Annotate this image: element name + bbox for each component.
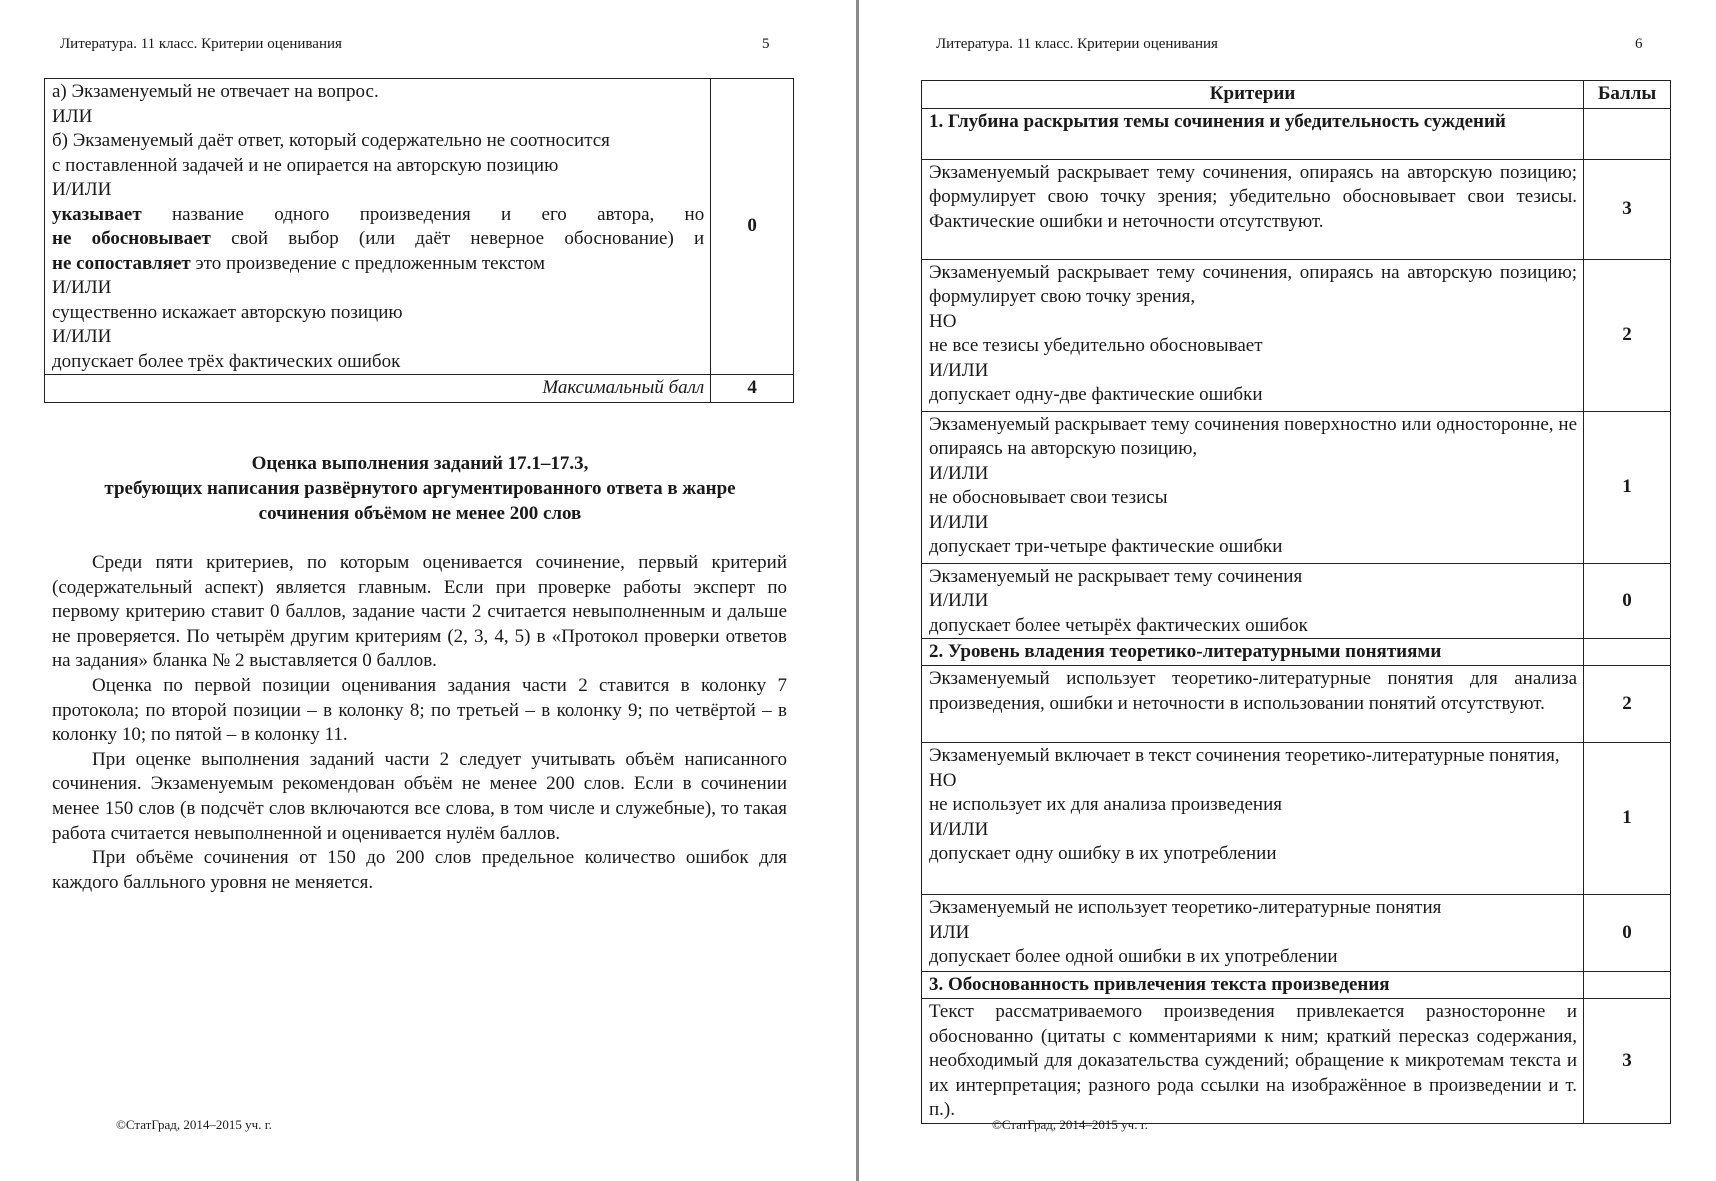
criteria-line: допускает более четырёх фактических ошибок [929, 614, 1308, 636]
criteria-line: Экзаменуемый раскрывает тему сочинения, опираясь на авторскую позицию; формулирует свою точку зрения; убедительно обосновывает свои тезисы. Фактические ошибки и неточности отсутствуют. [929, 161, 1578, 232]
bold-term: не сопоставляет [52, 252, 191, 274]
criteria-line-mixed [52, 203, 704, 228]
criteria-line: И/ИЛИ [929, 359, 989, 381]
criteria-line: Экзаменуемый включает в текст сочинения теоретико-литературные понятия, [929, 745, 1560, 766]
criteria-line: НО [929, 310, 957, 332]
score-cell: 3 [1584, 999, 1671, 1124]
section-heading [44, 451, 796, 526]
section-title-row [922, 972, 1671, 999]
criteria-line: допускает одну-две фактические ошибки [929, 384, 1263, 405]
criteria-line: не использует их для анализа произведения [929, 794, 1283, 815]
column-header-points: Баллы [1584, 81, 1671, 109]
criteria-cell [922, 259, 1584, 411]
criteria-line: Экзаменуемый не раскрывает тему сочинения [929, 565, 1303, 587]
section-title: 3. Обоснованность привлечения текста произведения [922, 972, 1584, 999]
criteria-line: не обосновывает свои тезисы [929, 487, 1168, 508]
criteria-table [921, 80, 1671, 1124]
section-title-points-empty [1584, 108, 1671, 159]
section-title-points-empty [1584, 639, 1671, 666]
column-header-criteria: Критерии [922, 81, 1584, 109]
heading-line: сочинения объёмом не менее 200 слов [258, 503, 582, 524]
table-row [922, 563, 1671, 639]
criteria-cell [922, 743, 1584, 895]
criteria-line: Экзаменуемый использует теоретико-литературные понятия для анализа произведения, ошибки и неточности в использовании понятий отсутствуют. [929, 668, 1578, 714]
criteria-text: это произведение с предложенным текстом [190, 252, 545, 274]
heading-line: требующих написания развёрнутого аргументированного ответа в жанре [104, 478, 736, 499]
score-cell: 1 [1584, 411, 1671, 563]
page-header: Литература. 11 класс. Критерии оценивания [936, 36, 1218, 52]
heading-line: Оценка выполнения заданий 17.1–17.3, [251, 453, 589, 474]
bold-term: не обосновывает [52, 228, 211, 249]
table-row [922, 411, 1671, 563]
section-title: 1. Глубина раскрытия темы сочинения и убедительность суждений [922, 108, 1584, 159]
criteria-line: НО [929, 769, 957, 791]
criteria-line: б) Экзаменуемый даёт ответ, который содержательно не соотносится [52, 130, 610, 151]
max-score-value: 4 [711, 375, 794, 403]
criteria-line: Текст рассматриваемого произведения привлекается разносторонне и обоснованно (цитаты с комментариями к ним; краткий пересказ содержания, необходимый для доказательства суждений; обращение к микротемам текста и их интерпретация; разного рода ссылки на изображённое в произведении и т. п.). [929, 1001, 1578, 1120]
left-page [0, 0, 856, 1181]
criteria-line: Экзаменуемый раскрывает тему сочинения, опираясь на авторскую позицию; формулирует свою точку зрения, [929, 261, 1578, 307]
criteria-line: И/ИЛИ [929, 511, 989, 533]
criteria-line: допускает более трёх фактических ошибок [52, 350, 401, 372]
criteria-line: И/ИЛИ [52, 179, 112, 200]
criteria-cell [922, 895, 1584, 972]
table-row [922, 895, 1671, 972]
score-cell: 1 [1584, 743, 1671, 895]
right-page [860, 0, 1716, 1181]
criteria-cell [922, 411, 1584, 563]
paragraph: При оценке выполнения заданий части 2 следует учитывать объём написанного сочинения. Экзаменуемым рекомендован объём не менее 200 слов. Если в сочинении менее 150 слов (в подсчёт слов включаются все слова, в том числе и служебные), то такая работа считается невыполненной и оценивается нулём баллов. [52, 748, 787, 844]
table-row [922, 743, 1671, 895]
page-header: Литература. 11 класс. Критерии оценивания [60, 36, 342, 52]
score-cell: 3 [1584, 159, 1671, 259]
max-score-label: Максимальный балл [45, 375, 711, 403]
criteria-cell [922, 999, 1584, 1124]
table-row [922, 159, 1671, 259]
criteria-line: с поставленной задачей и не опирается на авторскую позицию [52, 154, 559, 176]
criteria-line: Экзаменуемый раскрывает тему сочинения поверхностно или одностороннe, не опираясь на авторскую позицию, [929, 413, 1578, 459]
paragraph: При объёме сочинения от 150 до 200 слов предельное количество ошибок для каждого балльного уровня не меняется. [52, 847, 787, 893]
criteria-table-continued [44, 78, 794, 403]
criteria-line: существенно искажает авторскую позицию [52, 301, 403, 323]
table-header-row [922, 81, 1671, 109]
criteria-line: ИЛИ [52, 105, 93, 127]
criteria-cell [922, 159, 1584, 259]
section-title-points-empty [1584, 972, 1671, 999]
page-divider [856, 0, 859, 1181]
criteria-line: И/ИЛИ [929, 590, 989, 611]
score-cell: 0 [1584, 895, 1671, 972]
criteria-text: название одного произведения и его автора, но [141, 203, 705, 225]
page-footer: ©СтатГрад, 2014–2015 уч. г. [116, 1117, 272, 1132]
page-number: 6 [1635, 36, 1643, 52]
criteria-line: ИЛИ [929, 921, 970, 943]
criteria-line: И/ИЛИ [929, 818, 989, 840]
body-text [52, 551, 787, 895]
criteria-line-mixed [52, 252, 704, 277]
score-cell: 2 [1584, 666, 1671, 743]
bold-term: указывает [52, 203, 142, 225]
section-title: 2. Уровень владения теоретико-литературными понятиями [922, 639, 1584, 666]
section-title-row [922, 639, 1671, 666]
table-row [45, 79, 794, 375]
criteria-line: допускает одну ошибку в их употреблении [929, 843, 1277, 864]
criteria-line: а) Экзаменуемый не отвечает на вопрос. [52, 81, 379, 102]
criteria-line: И/ИЛИ [52, 277, 112, 298]
criteria-line: допускает три-четыре фактические ошибки [929, 536, 1283, 557]
criteria-line: допускает более одной ошибки в их употреблении [929, 946, 1338, 967]
score-cell: 0 [1584, 563, 1671, 639]
score-cell: 2 [1584, 259, 1671, 411]
criteria-line-mixed [52, 227, 704, 252]
table-row [922, 259, 1671, 411]
criteria-line: Экзаменуемый не использует теоретико-литературные понятия [929, 897, 1442, 918]
table-row [922, 666, 1671, 743]
criteria-cell [45, 79, 711, 375]
criteria-line: И/ИЛИ [929, 462, 989, 484]
page-footer: ©СтатГрад, 2014–2015 уч. г. [992, 1117, 1148, 1132]
criteria-cell [922, 563, 1584, 639]
criteria-line: не все тезисы убедительно обосновывает [929, 335, 1263, 356]
criteria-line: И/ИЛИ [52, 326, 112, 347]
page-number: 5 [762, 36, 770, 52]
section-title-row [922, 108, 1671, 159]
table-row [922, 999, 1671, 1124]
paragraph: Оценка по первой позиции оценивания задания части 2 ставится в колонку 7 протокола; по второй позиции – в колонку 8; по третьей – в колонку 9; по четвёртой – в колонку 10; по пятой – в колонку 11. [52, 674, 787, 746]
table-row-max [45, 375, 794, 403]
paragraph: Среди пяти критериев, по которым оценивается сочинение, первый критерий (содержательный аспект) является главным. Если при проверке работы эксперт по первому критерию ставит 0 баллов, задание части 2 считается невыполненным и дальше не проверяется. По четырём другим критериям (2, 3, 4, 5) в «Протокол проверки ответов на задания» бланка № 2 выставляется 0 баллов. [52, 552, 787, 672]
score-cell: 0 [711, 79, 794, 375]
criteria-cell [922, 666, 1584, 743]
criteria-text: свой выбор (или даёт неверное обоснование) и [210, 228, 705, 249]
